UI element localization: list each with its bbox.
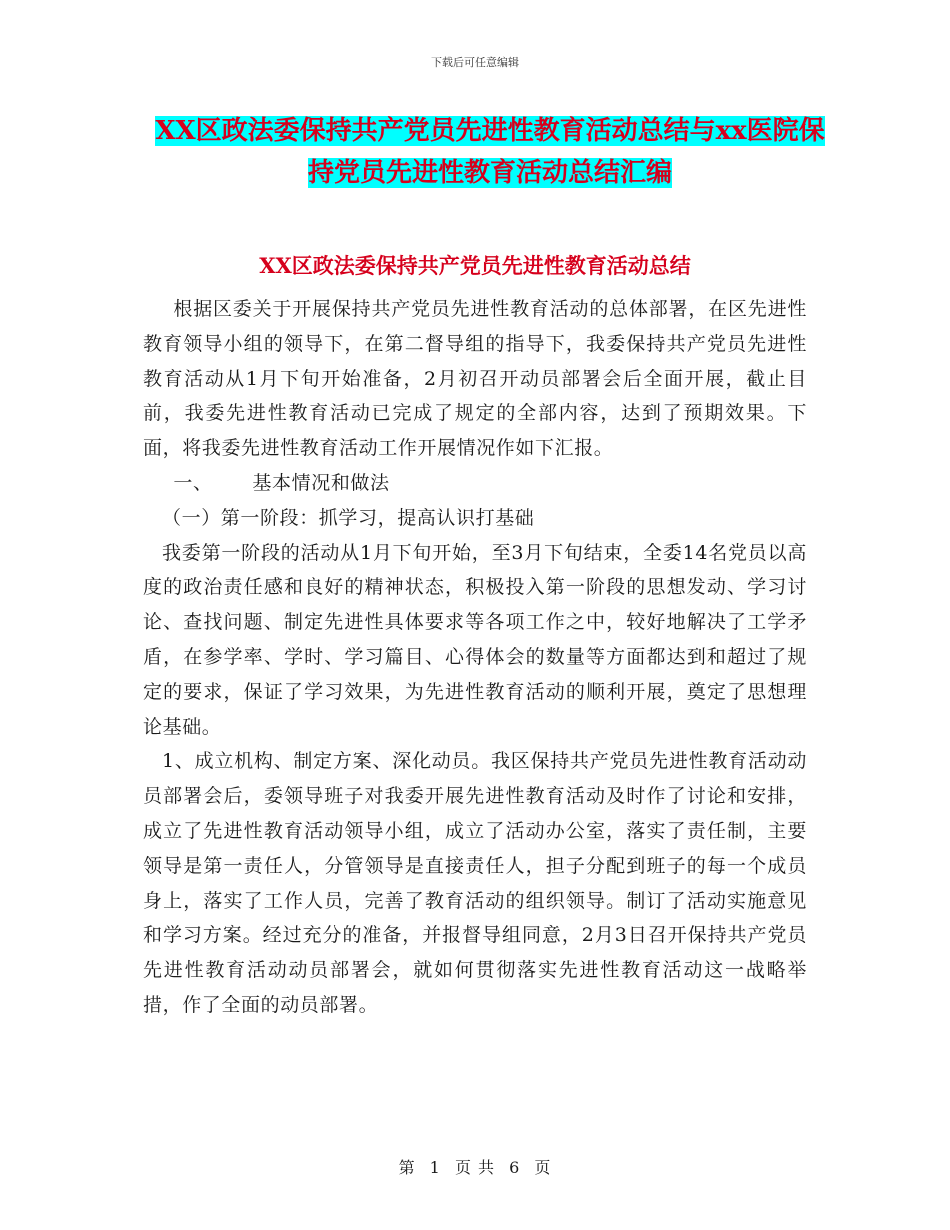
document-title: [150, 110, 830, 194]
paragraph-item-one: 1、成立机构、制定方案、深化动员。我区保持共产党员先进性教育活动动员部署会后，委领导班子对我委开展先进性教育活动及时作了讨论和安排，成立了先进性教育活动领导小组，成立了活动办公室，落实了责任制，主要领导是第一责任人，分管领导是直接责任人，担子分配到班子的每一个成员身上，落实了工作人员，完善了教育活动的组织领导。制订了活动实施意见和学习方案。经过充分的准备，并报督导组同意，2月3日召开保持共产党员先进性教育活动动员部署会，就如何贯彻落实先进性教育活动这一战略举措，作了全面的动员部署。: [143, 750, 807, 1016]
heading-basic-situation: 一、 基本情况和做法: [173, 471, 390, 494]
paragraph-stage-one: 我委第一阶段的活动从1月下旬开始，至3月下旬结束，全委14名党员以高度的政治责任感和良好的精神状态，积极投入第一阶段的思想发动、学习讨论、查找问题、制定先进性具体要求等各项工作之中，较好地解决了工学矛盾，在参学率、学时、学习篇目、心得体会的数量等方面都达到和超过了规定的要求，保证了学习效果，为先进性教育活动的顺利开展，奠定了思想理论基础。: [143, 541, 807, 738]
document-body: [143, 292, 807, 1023]
document-title-text: XX区政法委保持共产党员先进性教育活动总结与xx医院保持党员先进性教育活动总结汇编: [155, 116, 825, 188]
heading-stage-one: （一）第一阶段：抓学习，提高认识打基础: [162, 506, 535, 529]
footer-page-number: 1: [429, 1158, 441, 1177]
paragraph-intro: 根据区委关于开展保持共产党员先进性教育活动的总体部署，在区先进性教育领导小组的领导下，在第二督导组的指导下，我委保持共产党员先进性教育活动从1月下旬开始准备，2月初召开动员部署会后全面开展，截止目前，我委先进性教育活动已完成了规定的全部内容，达到了预期效果。下面，将我委先进性教育活动工作开展情况作如下汇报。: [143, 298, 807, 460]
footer-prefix: 第: [398, 1158, 416, 1177]
footer-middle: 页 共: [454, 1158, 496, 1177]
footer-total-pages: 6: [509, 1158, 521, 1177]
header-note: 下载后可任意编辑: [431, 56, 519, 69]
page-footer: [0, 1155, 950, 1178]
footer-suffix: 页: [534, 1158, 552, 1177]
section-title: XX区政法委保持共产党员先进性教育活动总结: [259, 253, 691, 278]
